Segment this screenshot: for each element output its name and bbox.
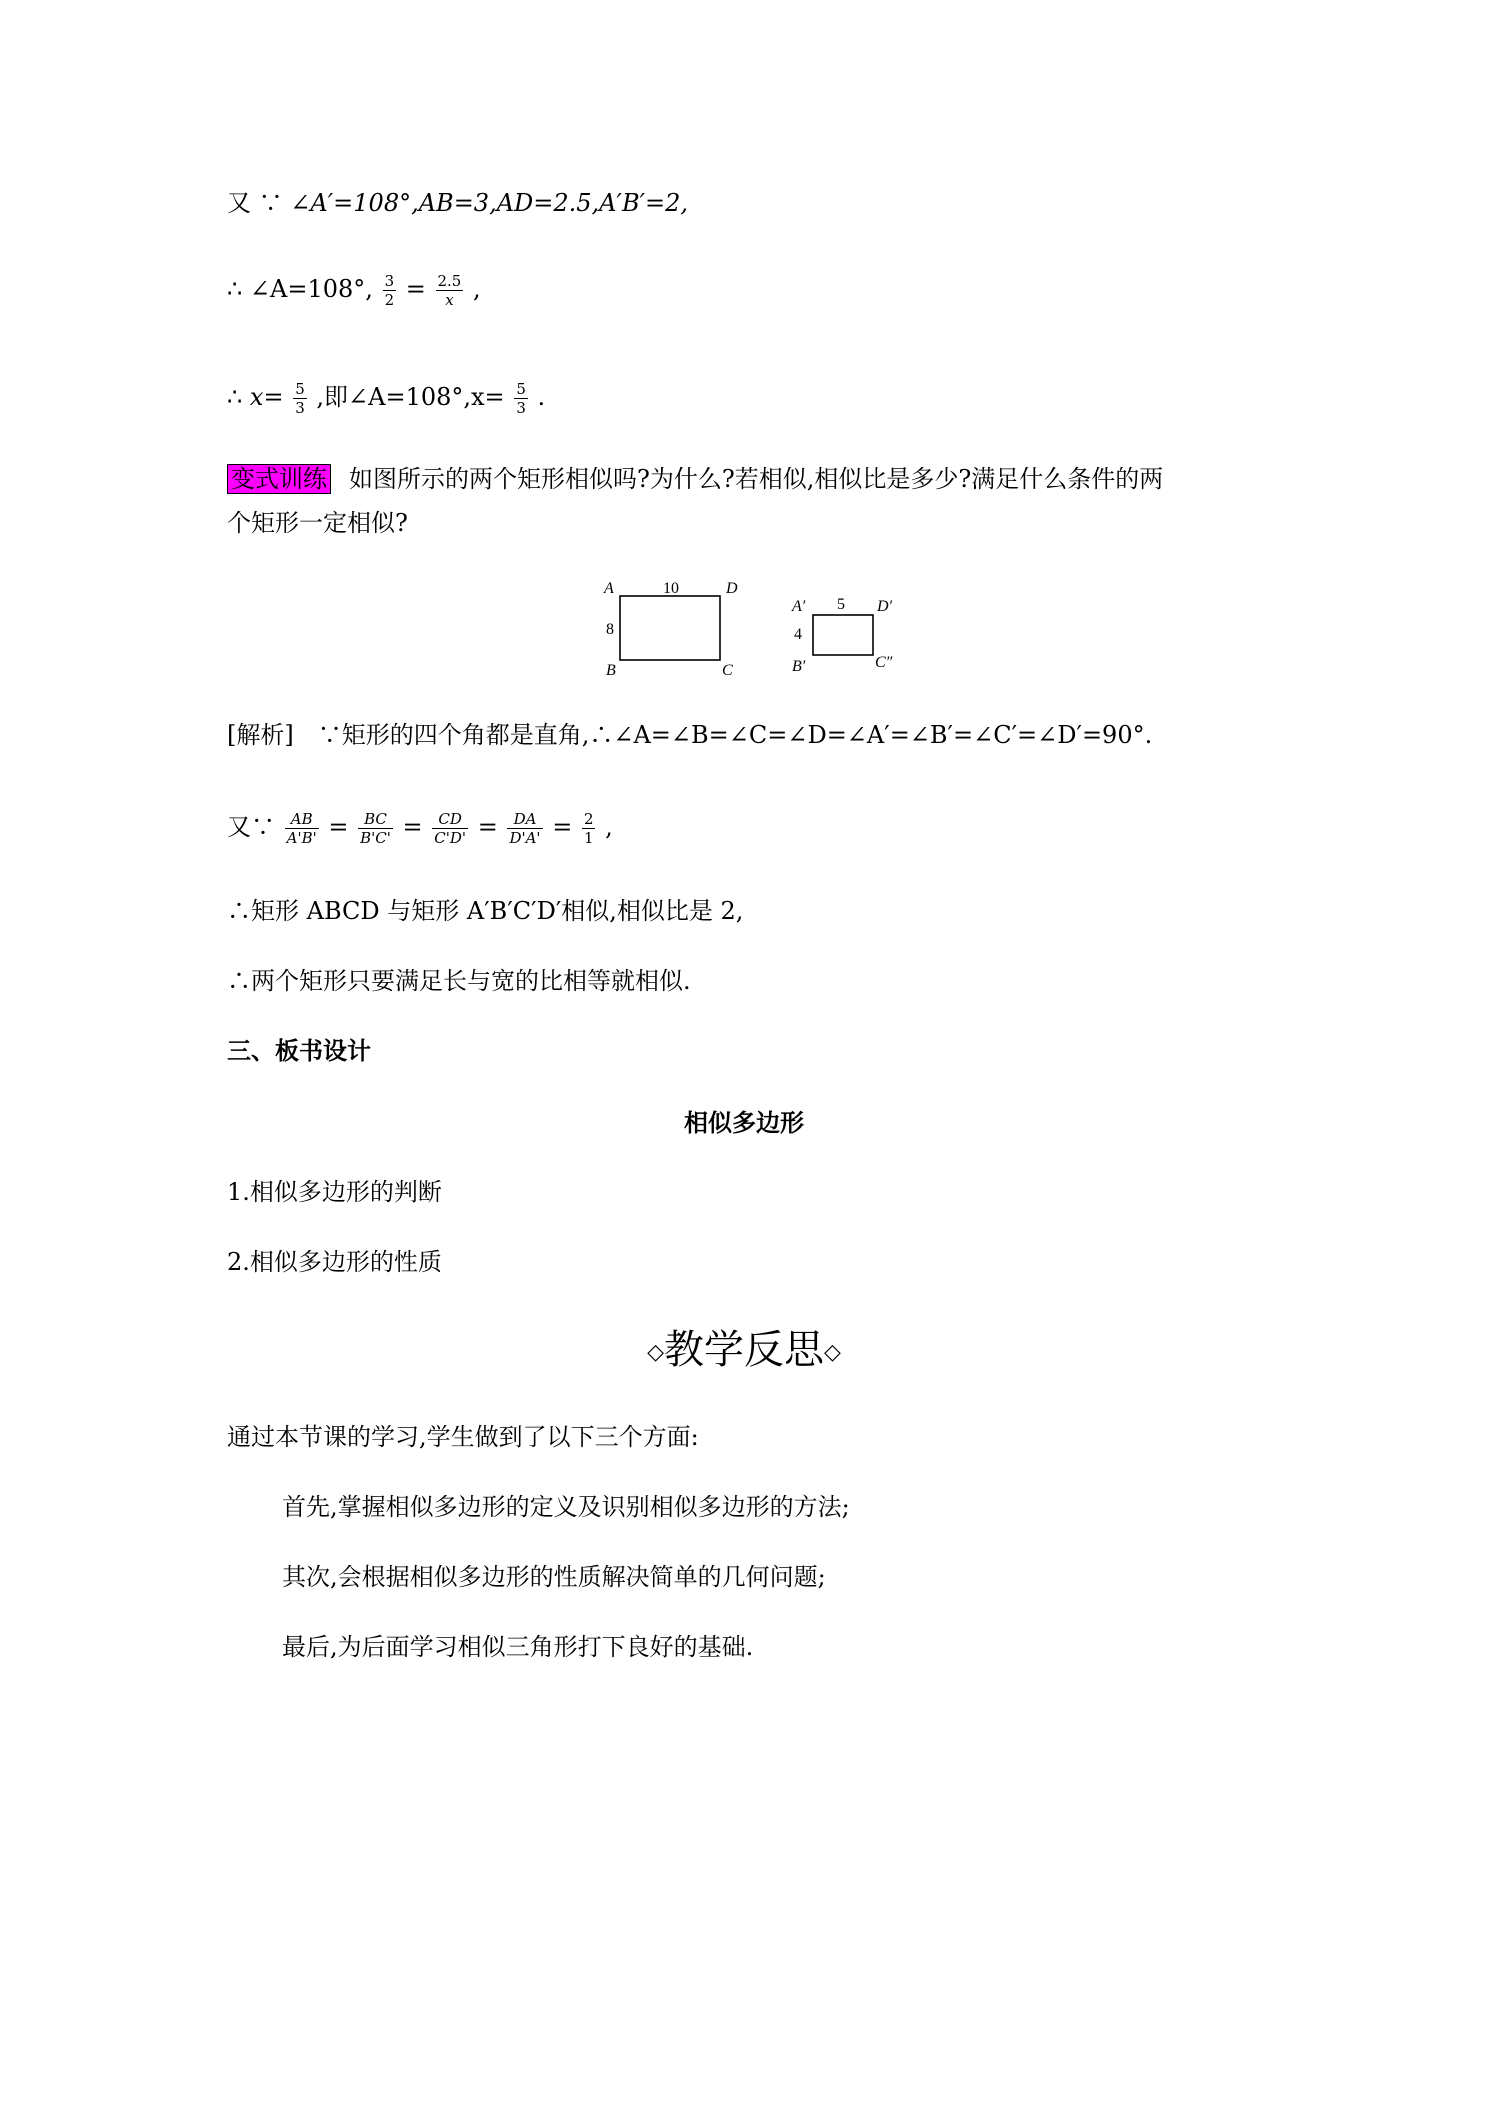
ratio-ab: $\frac{AB}{A'B'}$: [286, 810, 317, 847]
label-c: C: [722, 662, 733, 679]
reflection-title: [0, 1325, 1488, 1378]
rectangle-a-b-c-d-prime: [813, 615, 873, 655]
ratio-bc: $\frac{BC}{B'C'}$: [360, 810, 391, 847]
label-b-prime: B′: [792, 658, 806, 675]
solution-line-2: [227, 272, 481, 309]
label-top-5: 5: [837, 596, 845, 613]
period: .: [537, 383, 546, 411]
variant-question-1: 如图所示的两个矩形相似吗?为什么?若相似,相似比是多少?满足什么条件的两: [349, 465, 1164, 493]
variant-line-1: [227, 464, 1163, 494]
given-values: ∠A′=108°,AB=3,AD=2.5,A′B′=2,: [290, 189, 689, 217]
label-c-prime: C″: [875, 654, 893, 671]
fraction-3-2: $\frac{3}{2}$: [384, 272, 395, 309]
ratio-da: $\frac{DA}{D'A'}$: [509, 810, 541, 847]
result-text: ,即∠A=108°,x=: [316, 383, 505, 411]
equals-sign: =: [477, 813, 498, 841]
label-a-prime: A′: [792, 598, 806, 615]
board-item-1: 1.相似多边形的判断: [227, 1178, 442, 1206]
solution-line-1: [227, 188, 688, 218]
equals-sign: =: [405, 275, 426, 303]
diamond-left-icon: ◇: [647, 1340, 664, 1365]
label-d-prime: D′: [877, 598, 893, 615]
analysis-line-1: [227, 720, 1152, 750]
analysis-line-3: [227, 896, 743, 926]
label-left-4: 4: [794, 626, 802, 643]
analysis-text-4: ∴两个矩形只要满足长与宽的比相等就相似.: [227, 967, 691, 995]
label-a: A: [604, 580, 614, 597]
therefore-symbol: ∴: [227, 383, 243, 411]
label-d: D: [726, 580, 738, 597]
board-item-2: 2.相似多边形的性质: [227, 1248, 442, 1276]
variant-line-2: [227, 508, 408, 538]
variant-tag: 变式训练: [227, 464, 331, 494]
x-equals: x=: [249, 383, 284, 411]
reflection-intro: 通过本节课的学习,学生做到了以下三个方面:: [227, 1423, 699, 1451]
label-b: B: [606, 662, 616, 679]
analysis-line-2: [227, 810, 613, 847]
rectangle-abcd: [620, 596, 720, 660]
board-center-title: 相似多边形: [684, 1109, 804, 1137]
reflection-title-text: 教学反思: [664, 1327, 824, 1373]
variant-question-2: 个矩形一定相似?: [227, 509, 408, 537]
equals-sign: =: [552, 813, 573, 841]
equals-sign: =: [402, 813, 423, 841]
ratio-cd: $\frac{CD}{C'D'}$: [434, 810, 467, 847]
label-left-8: 8: [606, 621, 614, 638]
section-title-board: 三、板书设计: [227, 1037, 371, 1065]
label-top-10: 10: [663, 580, 679, 597]
analysis-line-4: [227, 966, 691, 996]
rectangles-figure: [590, 575, 920, 685]
prefix-text: 又: [227, 189, 251, 217]
fraction-5-3: $\frac{5}{3}$: [295, 380, 305, 417]
analysis-text-1: ∵矩形的四个角都是直角,∴∠A=∠B=∠C=∠D=∠A′=∠B′=∠C′=∠D′=90°.: [317, 721, 1153, 749]
fraction-2.5-x: $\frac{2.5}{x}$: [437, 272, 462, 309]
comma: ,: [605, 813, 613, 841]
angle-text: ∠A=108°,: [249, 275, 373, 303]
equals-sign: =: [328, 813, 349, 841]
diamond-right-icon: ◇: [824, 1340, 841, 1365]
therefore-symbol: ∴: [227, 275, 243, 303]
reflection-point-2: 其次,会根据相似多边形的性质解决简单的几何问题;: [282, 1563, 826, 1591]
because-prefix: 又∵: [227, 813, 275, 841]
comma: ,: [473, 275, 481, 303]
ratio-2-1: $\frac{2}{1}$: [583, 810, 594, 847]
fraction-5-3-b: $\frac{5}{3}$: [516, 380, 526, 417]
because-symbol: ∵: [258, 189, 283, 217]
analysis-text-3: ∴矩形 ABCD 与矩形 A′B′C′D′相似,相似比是 2,: [227, 897, 744, 925]
reflection-point-1: 首先,掌握相似多边形的定义及识别相似多边形的方法;: [282, 1493, 850, 1521]
reflection-point-3: 最后,为后面学习相似三角形打下良好的基础.: [282, 1633, 754, 1661]
analysis-tag: [解析]: [227, 721, 294, 749]
solution-line-3: [227, 380, 545, 417]
